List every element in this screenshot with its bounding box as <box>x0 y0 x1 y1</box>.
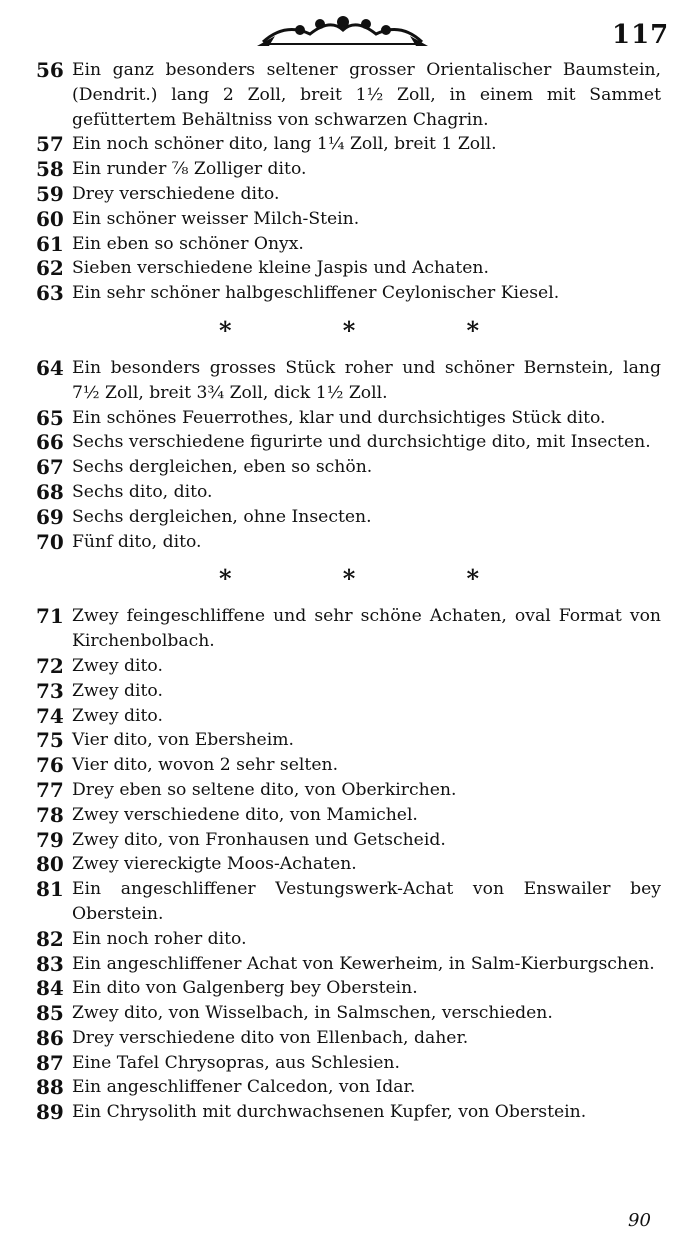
entry-text: Fünf dito, dito. <box>72 531 202 552</box>
catalog-entry <box>36 852 661 877</box>
entry-text: Zwey dito. <box>72 655 163 676</box>
entry-number: 73 <box>36 678 64 703</box>
entry-number: 88 <box>36 1075 64 1100</box>
catalog-entry <box>36 803 661 828</box>
entry-text: Zwey dito, von Wisselbach, in Salmschen, verschieden. <box>72 1003 553 1024</box>
catalog-entry <box>36 505 661 530</box>
entry-text: Ein angeschliffener Vestungswerk-Achat von Enswailer bey Oberstein. <box>72 879 661 924</box>
entry-text: Ein angeschliffener Calcedon, von Idar. <box>72 1077 416 1098</box>
asterisk: * <box>342 564 356 594</box>
catalog-entry <box>36 1026 661 1051</box>
entry-number: 58 <box>36 157 64 182</box>
catalog-entry <box>36 679 661 704</box>
entry-text: Ein dito von Galgenberg bey Oberstein. <box>72 978 418 999</box>
entry-number: 76 <box>36 753 64 778</box>
entry-number: 57 <box>36 132 64 157</box>
entry-number: 66 <box>36 430 64 455</box>
entry-number: 56 <box>36 58 64 82</box>
catalog-entry <box>36 406 661 431</box>
asterisk: * <box>466 315 479 345</box>
catalog-entry <box>36 157 661 182</box>
entry-text: Ein schönes Feuerrothes, klar und durchsichtiges Stück dito. <box>72 407 606 428</box>
entry-text: Sechs dergleichen, ohne Insecten. <box>72 506 372 527</box>
entry-number: 83 <box>36 951 64 976</box>
entry-number: 80 <box>36 852 64 877</box>
entry-number: 82 <box>36 926 64 951</box>
catalog-entry <box>36 927 661 952</box>
catalog-entry <box>36 728 661 753</box>
entry-text: Ein sehr schöner halbgeschliffener Ceylonischer Kiesel. <box>72 283 560 304</box>
catalog-entry <box>36 207 661 232</box>
entry-text: Ein schöner weisser Milch-Stein. <box>72 208 360 229</box>
asterisk: * <box>219 315 232 345</box>
catalog-entry <box>36 58 661 132</box>
catalog-entry <box>36 604 661 654</box>
catalog-entry <box>36 1075 661 1100</box>
entry-text: Ein noch schöner dito, lang 1¼ Zoll, breit 1 Zoll. <box>72 134 497 155</box>
header-ornament <box>255 12 430 48</box>
catalog-entries <box>36 58 661 1125</box>
entry-text: Sechs dito, dito. <box>72 481 213 502</box>
entry-number: 61 <box>36 231 64 256</box>
asterisk: * <box>466 564 479 594</box>
catalog-entry <box>36 256 661 281</box>
entry-number: 79 <box>36 827 64 852</box>
entry-number: 85 <box>36 1001 64 1026</box>
catalog-entry <box>36 828 661 853</box>
entry-text: Ein Chrysolith mit durchwachsenen Kupfer, von Oberstein. <box>72 1102 587 1123</box>
entry-text: Zwey dito. <box>72 680 163 701</box>
catalog-entry <box>36 753 661 778</box>
entry-number: 72 <box>36 653 64 678</box>
catalog-entry <box>36 877 661 927</box>
entry-number: 74 <box>36 703 64 728</box>
entry-text: Eine Tafel Chrysopras, aus Schlesien. <box>72 1052 400 1073</box>
entry-number: 75 <box>36 728 64 753</box>
entry-text: Ein ganz besonders seltener grosser Orientalischer Baumstein, (Dendrit.) lang 2 Zoll, breit 1½ Zoll, in einem mit Sammet gefüttertem Behältniss von schwarzen Chagrin. <box>72 60 661 130</box>
entry-text: Drey verschiedene dito. <box>72 183 280 204</box>
entry-number: 67 <box>36 455 64 480</box>
entry-number: 77 <box>36 777 64 802</box>
entry-text: Sieben verschiedene kleine Jaspis und Achaten. <box>72 258 489 279</box>
entry-text: Ein angeschliffener Achat von Kewerheim, in Salm-Kierburgschen. <box>72 953 655 974</box>
catalog-entry <box>36 356 661 406</box>
section-separator <box>219 554 479 604</box>
entry-text: Drey eben so seltene dito, von Oberkirchen. <box>72 779 457 800</box>
entry-text: Ein runder ⅞ Zolliger dito. <box>72 159 307 180</box>
catalog-entry <box>36 281 661 306</box>
entry-number: 63 <box>36 281 64 306</box>
catchword: 90 <box>628 1210 651 1231</box>
entry-text: Zwey feingeschliffene und sehr schöne Achaten, oval Format von Kirchenbolbach. <box>72 606 661 652</box>
catalog-entry <box>36 976 661 1001</box>
entry-number: 86 <box>36 1025 64 1050</box>
entry-text: Zwey viereckigte Moos-Achaten. <box>72 854 357 875</box>
entry-text: Sechs dergleichen, eben so schön. <box>72 457 373 478</box>
entry-number: 89 <box>36 1100 64 1125</box>
entry-number: 71 <box>36 604 64 629</box>
asterisk: * <box>219 564 232 594</box>
page-number: 117 <box>612 20 670 50</box>
entry-number: 81 <box>36 877 64 902</box>
entry-text: Ein besonders grosses Stück roher und schöner Bernstein, lang 7½ Zoll, breit 3¾ Zoll, dick 1½ Zoll. <box>72 357 661 403</box>
entry-text: Vier dito, wovon 2 sehr selten. <box>72 755 339 776</box>
catalog-entry <box>36 480 661 505</box>
catalog-entry <box>36 132 661 157</box>
catalog-entry <box>36 232 661 257</box>
catalog-entry <box>36 455 661 480</box>
catalog-entry <box>36 654 661 679</box>
entry-number: 60 <box>36 206 64 231</box>
catalog-entry <box>36 704 661 729</box>
catalog-entry <box>36 430 661 455</box>
entry-text: Ein eben so schöner Onyx. <box>72 233 304 254</box>
entry-number: 62 <box>36 256 64 281</box>
catalog-entry <box>36 778 661 803</box>
entry-text: Ein noch roher dito. <box>72 928 247 949</box>
entry-text: Vier dito, von Ebersheim. <box>72 730 294 751</box>
catalog-entry <box>36 952 661 977</box>
entry-text: Zwey dito. <box>72 705 163 726</box>
entry-number: 70 <box>36 529 64 554</box>
catalog-entry <box>36 530 661 555</box>
entry-number: 84 <box>36 976 64 1001</box>
entry-number: 64 <box>36 355 64 380</box>
section-amber <box>36 356 661 554</box>
entry-text: Zwey dito, von Fronhausen und Getscheid. <box>72 829 446 850</box>
entry-number: 65 <box>36 405 64 430</box>
entry-text: Sechs verschiedene figurirte und durchsichtige dito, mit Insecten. <box>72 432 651 453</box>
entry-text: Zwey verschiedene dito, von Mamichel. <box>72 804 418 825</box>
section-separator <box>219 306 479 356</box>
entry-number: 87 <box>36 1050 64 1075</box>
catalog-entry <box>36 1051 661 1076</box>
entry-text: Drey verschiedene dito von Ellenbach, daher. <box>72 1027 469 1048</box>
asterisk: * <box>342 315 356 345</box>
entry-number: 68 <box>36 479 64 504</box>
catalog-entry <box>36 182 661 207</box>
section-agates <box>36 604 661 1125</box>
entry-number: 59 <box>36 181 64 206</box>
section-minerals <box>36 58 661 306</box>
entry-number: 69 <box>36 504 64 529</box>
catalog-entry <box>36 1001 661 1026</box>
catalog-entry <box>36 1100 661 1125</box>
entry-number: 78 <box>36 802 64 827</box>
